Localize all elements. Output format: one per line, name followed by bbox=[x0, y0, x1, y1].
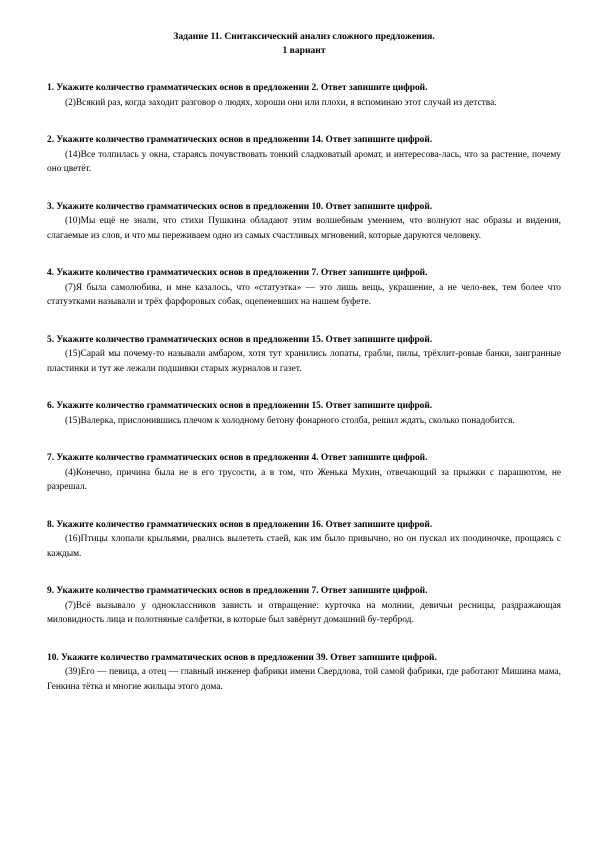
task-question: 2. Укажите количество грамматических основ в предложении 14. Ответ запишите цифрой. bbox=[47, 135, 433, 145]
task-2 bbox=[47, 133, 561, 177]
task-text: (7)Я была самолюбива, и мне казалось, что «статуэтка» — это лишь вещь, украшение, а не чело-век, тем более что статуэтками называли и трёх фарфоровых собак, оцепеневших на нашем буфете. bbox=[47, 282, 561, 307]
task-text: (39)Его — певица, а отец — главный инженер фабрики имени Свердлова, той самой фабрики, где работают Мишина мама, Генкина тётка и многие жильцы этого дома. bbox=[47, 667, 561, 692]
task-text: (10)Мы ещё не знали, что стихи Пушкина обладают этим волшебным умением, что волнуют нас образы и видения, слагаемые из слов, и что мы переживаем одно из самых счастливых мгновений, которые даруются человеку. bbox=[47, 216, 561, 241]
task-text: (4)Конечно, причина была не в его трусости, а в том, что Женька Мухин, отвечающий за прыжки с парашютом, не разрешал. bbox=[47, 467, 561, 492]
task-question: 10. Укажите количество грамматических основ в предложении 39. Ответ запишите цифрой. bbox=[47, 652, 437, 663]
task-question: 3. Укажите количество грамматических основ в предложении 10. Ответ запишите цифрой. bbox=[47, 201, 433, 212]
variant-label: 1 вариант bbox=[282, 45, 326, 56]
task-question: 6. Укажите количество грамматических основ в предложении 15. Ответ запишите цифрой. bbox=[47, 401, 433, 411]
task-text: (16)Птицы хлопали крыльями, рвались вылететь стаей, как им было привычно, но он пускал их поодиночке, прощаясь с каждым. bbox=[47, 534, 561, 559]
task-text: (7)Всё вызывало у одноклассников зависть и отвращение: курточка на молнии, девичьи ресницы, раздражающая миловидность лица и полотняные салфетки, в которые был завёрнут домашний бу-терброд. bbox=[47, 600, 561, 625]
task-question: 4. Укажите количество грамматических основ в предложении 7. Ответ запишите цифрой. bbox=[47, 268, 428, 278]
task-8 bbox=[47, 518, 561, 562]
task-text: (15)Сарай мы почему-то называли амбаром, хотя тут хранились лопаты, грабли, пилы, трёхлит-ровые банки, заигранные пластинки и тут же лежали подшивки старых журналов и газет. bbox=[47, 349, 561, 374]
task-text: (14)Все толпилась у окна, стараясь почувствовать тонкий сладковатый аромат, и интересова-лась, что за растение, почему оно цветёт. bbox=[47, 149, 561, 174]
task-10 bbox=[47, 651, 561, 695]
task-question: 9. Укажите количество грамматических основ в предложении 7. Ответ запишите цифрой. bbox=[47, 586, 428, 596]
task-5 bbox=[47, 333, 561, 377]
task-text: (15)Валерка, прислонившись плечом к холодному бетону фонарного столба, решил ждать, сколько понадобится. bbox=[65, 415, 515, 426]
task-question: 7. Укажите количество грамматических основ в предложении 4. Ответ запишите цифрой. bbox=[47, 453, 428, 463]
task-question: 8. Укажите количество грамматических основ в предложении 16. Ответ запишите цифрой. bbox=[47, 519, 433, 530]
task-6 bbox=[47, 399, 561, 428]
task-7 bbox=[47, 451, 561, 495]
task-text: (2)Всякий раз, когда заходит разговор о людях, хороши они или плохи, я вспоминаю этот случай из детства. bbox=[65, 97, 497, 108]
task-9 bbox=[47, 584, 561, 628]
task-question: 5. Укажите количество грамматических основ в предложении 15. Ответ запишите цифрой. bbox=[47, 334, 433, 345]
task-3 bbox=[47, 200, 561, 244]
task-question: 1. Укажите количество грамматических основ в предложении 2. Ответ запишите цифрой. bbox=[47, 83, 428, 93]
document-title: Задание 11. Синтаксический анализ сложного предложения. bbox=[173, 31, 435, 42]
task-1 bbox=[47, 81, 561, 110]
document-header bbox=[47, 30, 561, 58]
task-4 bbox=[47, 266, 561, 310]
